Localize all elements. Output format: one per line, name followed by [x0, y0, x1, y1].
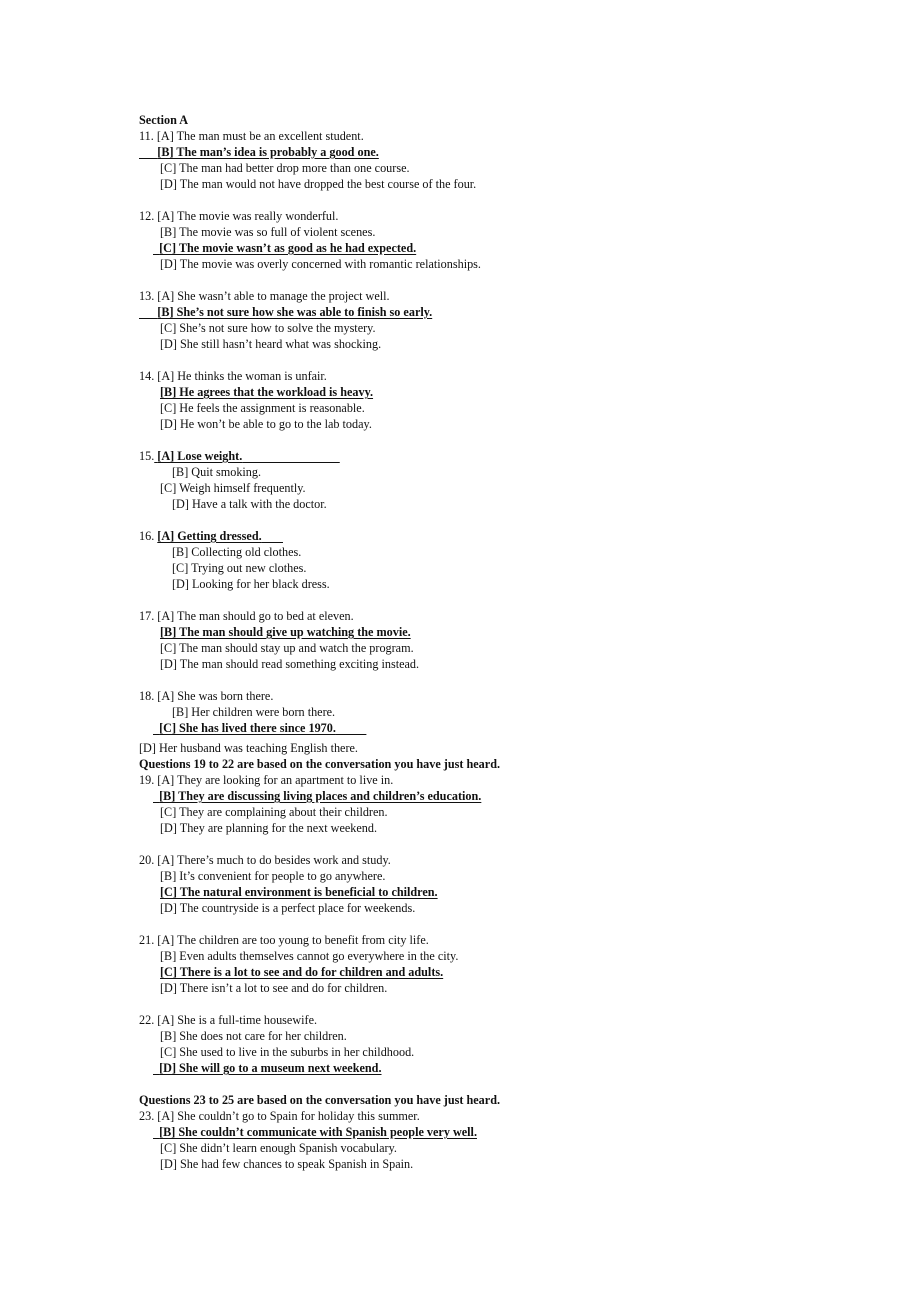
question-number: 14. [139, 369, 155, 383]
question-15-option-d: [D] Have a talk with the doctor. [172, 497, 327, 511]
question-number: 21. [139, 933, 155, 947]
question-15-option-c: [C] Weigh himself frequently. [160, 481, 306, 495]
question-number: 20. [139, 853, 155, 867]
question-20-option-c: [C] The natural environment is beneficial to children. [160, 885, 438, 899]
question-19-option-d: [D] They are planning for the next weekend. [160, 821, 378, 835]
question-number: 11. [139, 129, 154, 143]
question-22-option-d: [D] She will go to a museum next weekend. [159, 1061, 382, 1075]
question-21-option-c: [C] There is a lot to see and do for children and adults. [160, 965, 444, 979]
question-19-option-b: [B] They are discussing living places and children’s education. [159, 789, 482, 803]
question-12-option-d: [D] The movie was overly concerned with romantic relationships. [160, 257, 481, 271]
question-16-option-d: [D] Looking for her black dress. [172, 577, 330, 591]
question-20-option-b: [B] It’s convenient for people to go anywhere. [160, 869, 386, 883]
section-title: Section A [139, 113, 189, 127]
answer-sheet [139, 112, 839, 1172]
conversation-header: Questions 23 to 25 are based on the conversation you have just heard. [139, 1093, 501, 1107]
question-number: 17. [139, 609, 155, 623]
question-number: 15. [139, 449, 155, 463]
question-21-option-d: [D] There isn’t a lot to see and do for children. [160, 981, 388, 995]
question-14-option-b: [B] He agrees that the workload is heavy. [160, 385, 374, 399]
question-17-option-b: [B] The man should give up watching the movie. [160, 625, 411, 639]
question-number: 19. [139, 773, 155, 787]
question-12-option-a: 12. [A] The movie was really wonderful. [139, 209, 339, 223]
question-20-option-d: [D] The countryside is a perfect place for weekends. [160, 901, 416, 915]
question-17-option-d: [D] The man should read something exciting instead. [160, 657, 420, 671]
question-18-option-b: [B] Her children were born there. [172, 705, 336, 719]
question-11-option-b: [B] The man’s idea is probably a good one. [157, 145, 379, 159]
question-22-option-a: 22. [A] She is a full-time housewife. [139, 1013, 318, 1027]
question-19-option-c: [C] They are complaining about their children. [160, 805, 388, 819]
question-23-option-b: [B] She couldn’t communicate with Spanish people very well. [159, 1125, 477, 1139]
question-23-option-c: [C] She didn’t learn enough Spanish vocabulary. [160, 1141, 397, 1155]
question-11-option-a: 11. [A] The man must be an excellent student. [139, 129, 364, 143]
question-21-option-b: [B] Even adults themselves cannot go everywhere in the city. [160, 949, 459, 963]
question-13-option-a: 13. [A] She wasn’t able to manage the project well. [139, 289, 390, 303]
question-number: 22. [139, 1013, 155, 1027]
question-21-option-a: 21. [A] The children are too young to benefit from city life. [139, 933, 429, 947]
question-13-option-c: [C] She’s not sure how to solve the mystery. [160, 321, 376, 335]
question-12-option-b: [B] The movie was so full of violent scenes. [160, 225, 376, 239]
question-22-option-b: [B] She does not care for her children. [160, 1029, 347, 1043]
question-18-option-d: [D] Her husband was teaching English there. [139, 741, 358, 755]
question-number: 16. [139, 529, 155, 543]
question-number: 12. [139, 209, 155, 223]
question-11-option-d: [D] The man would not have dropped the best course of the four. [160, 177, 477, 191]
question-number: 13. [139, 289, 155, 303]
conversation-header: Questions 19 to 22 are based on the conversation you have just heard. [139, 757, 501, 771]
question-18-option-a: 18. [A] She was born there. [139, 689, 274, 703]
question-14-option-c: [C] He feels the assignment is reasonable. [160, 401, 365, 415]
question-22-option-c: [C] She used to live in the suburbs in her childhood. [160, 1045, 415, 1059]
question-16-option-a: 16. [A] Getting dressed. [139, 529, 262, 543]
question-14-option-a: 14. [A] He thinks the woman is unfair. [139, 369, 327, 383]
question-19-option-a: 19. [A] They are looking for an apartment to live in. [139, 773, 394, 787]
question-17-option-c: [C] The man should stay up and watch the program. [160, 641, 414, 655]
question-23-option-a: 23. [A] She couldn’t go to Spain for holiday this summer. [139, 1109, 420, 1123]
question-18-option-c: [C] She has lived there since 1970. [159, 721, 336, 735]
question-14-option-d: [D] He won’t be able to go to the lab today. [160, 417, 372, 431]
question-13-option-b: [B] She’s not sure how she was able to finish so early. [157, 305, 433, 319]
question-number: 23. [139, 1109, 155, 1123]
question-12-option-c: [C] The movie wasn’t as good as he had expected. [159, 241, 417, 255]
question-16-option-b: [B] Collecting old clothes. [172, 545, 302, 559]
question-number: 18. [139, 689, 155, 703]
question-17-option-a: 17. [A] The man should go to bed at eleven. [139, 609, 354, 623]
question-15-option-b: [B] Quit smoking. [172, 465, 262, 479]
question-15-option-a: 15. [A] Lose weight. [139, 449, 243, 463]
question-16-option-c: [C] Trying out new clothes. [172, 561, 307, 575]
question-13-option-d: [D] She still hasn’t heard what was shocking. [160, 337, 382, 351]
question-11-option-c: [C] The man had better drop more than one course. [160, 161, 410, 175]
question-23-option-d: [D] She had few chances to speak Spanish in Spain. [160, 1157, 414, 1171]
question-20-option-a: 20. [A] There’s much to do besides work and study. [139, 853, 391, 867]
